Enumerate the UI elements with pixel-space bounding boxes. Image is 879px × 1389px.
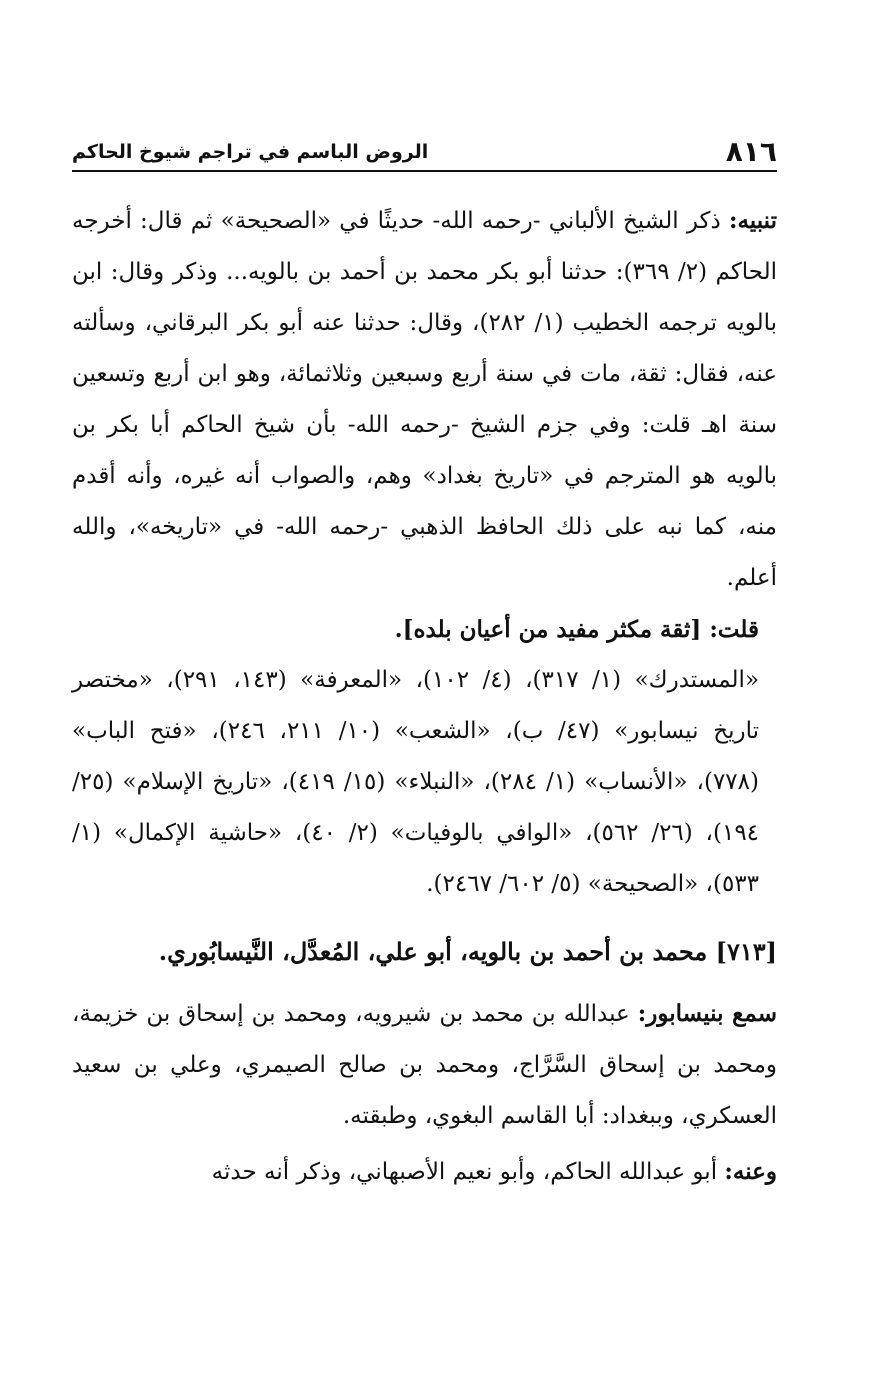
heard-text: عبدالله بن محمد بن شيرويه، ومحمد بن إسحاق بن خزيمة، ومحمد بن إسحاق السَّرَّاج، ومحمد بن صالح الصيمري، وعلي بن سعيد العسكري، وببغداد: أبا القاسم البغوي، وطبقته. <box>72 1001 777 1129</box>
note-lead: تنبيه: <box>728 207 777 234</box>
from-text: أبو عبدالله الحاكم، وأبو نعيم الأصبهاني، وذكر أنه حدثه <box>211 1159 718 1185</box>
entry-heading: [٧١٣] محمد بن أحمد بن بالويه، أبو علي، المُعدَّل، النَّيسابُوري. <box>158 937 777 966</box>
from-lead: وعنه: <box>724 1158 777 1185</box>
page-number: ٨١٦ <box>725 135 777 168</box>
heard-paragraph <box>72 988 777 1142</box>
page-body <box>72 195 777 1198</box>
references-paragraph: «المستدرك» (١/ ٣١٧)، (٤/ ١٠٢)، «المعرفة» (١٤٣، ٢٩١)، «مختصر تاريخ نيسابور» (٤٧/ ب)، «الشعب» (١٠/ ٢١١، ٢٤٦)، «فتح الباب» (٧٧٨)، «الأنساب» (١/ ٢٨٤)، «النبلاء» (١٥/ ٤١٩)، «تاريخ الإسلام» (٢٥/ ١٩٤)، (٢٦/ ٥٦٢)، «الوافي بالوفيات» (٢/ ٤٠)، «حاشية الإكمال» (١/ ٥٣٣)، «الصحيحة» (٥/ ٦٠٢/ ٢٤٦٧). <box>72 667 760 897</box>
running-title: الروض الباسم في تراجم شيوخ الحاكم <box>72 141 429 163</box>
from-paragraph <box>72 1146 777 1198</box>
note-text: ذكر الشيخ الألباني -رحمه الله- حديثًا في «الصحيحة» ثم قال: أخرجه الحاكم (٢/ ٣٦٩): حدثنا أبو بكر محمد بن أحمد بن بالويه... وذكر وقال: ابن بالويه ترجمه الخطيب (١/ ٢٨٢)، وقال: حدثنا عنه أبو بكر البرقاني، وسألته عنه، فقال: ثقة، مات في سنة أربع وسبعين وثلاثمائة، وهو ابن أربع وتسعين سنة اهـ قلت: وفي جزم الشيخ -رحمه الله- بأن شيخ الحاكم أبا بكر بن بالويه هو المترجم في «تاريخ بغداد» وهم، والصواب أنه غيره، وأنه أقدم منه، كما نبه على ذلك الحافظ الذهبي -رحمه الله- في «تاريخه»، والله أعلم. <box>72 208 778 591</box>
heard-lead: سمع بنيسابور: <box>637 1000 777 1027</box>
verdict-line: قلت: [ثقة مكثر مفيد من أعيان بلده]. <box>394 616 759 643</box>
page-header <box>72 128 777 172</box>
note-paragraph <box>72 195 777 604</box>
